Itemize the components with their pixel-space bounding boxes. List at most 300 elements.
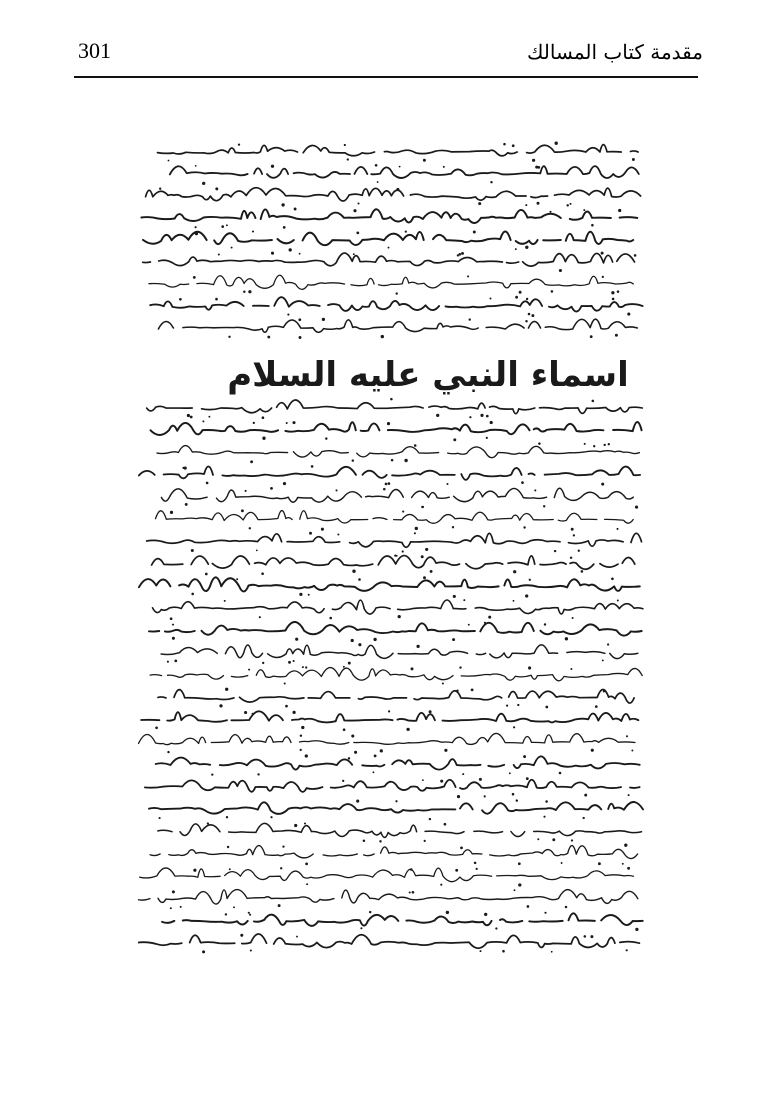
manuscript-dot: [519, 291, 522, 294]
manuscript-dot: [278, 904, 281, 907]
manuscript-dot: [573, 534, 575, 536]
manuscript-dot: [405, 231, 407, 233]
manuscript-dot: [486, 415, 489, 418]
manuscript-dot: [591, 749, 594, 752]
manuscript-dot: [191, 593, 194, 596]
manuscript-dot: [159, 817, 161, 819]
manuscript-dot: [302, 666, 304, 668]
manuscript-dot: [396, 555, 398, 557]
manuscript-dot: [584, 935, 587, 938]
manuscript-dot: [624, 844, 627, 847]
manuscript-dot: [429, 818, 431, 820]
manuscript-dot: [523, 755, 526, 758]
manuscript-dot: [352, 459, 354, 461]
manuscript-dot: [174, 660, 177, 663]
manuscript-dot: [388, 482, 391, 485]
manuscript-dot: [225, 688, 228, 691]
manuscript-dot: [190, 416, 193, 419]
manuscript-line: [162, 913, 643, 926]
manuscript-dot: [155, 726, 158, 729]
manuscript-dot: [495, 927, 497, 929]
manuscript-line: [161, 645, 638, 659]
manuscript-dot: [292, 421, 295, 424]
manuscript-dot: [322, 318, 325, 321]
manuscript-dot: [287, 314, 289, 316]
manuscript-dot: [300, 734, 302, 736]
manuscript-dot: [363, 840, 366, 843]
manuscript-dot: [424, 840, 426, 842]
manuscript-line: [139, 733, 636, 744]
manuscript-dot: [512, 793, 515, 796]
manuscript-dot: [270, 816, 272, 818]
manuscript-dot: [611, 577, 614, 580]
manuscript-dot: [444, 823, 447, 826]
manuscript-dot: [598, 862, 601, 865]
manuscript-dot: [353, 253, 355, 255]
manuscript-dot: [571, 839, 573, 841]
manuscript-dot: [503, 143, 506, 146]
manuscript-line: [145, 780, 640, 792]
manuscript-dot: [513, 726, 515, 728]
manuscript-dot: [422, 506, 424, 508]
manuscript-dot: [193, 276, 196, 279]
manuscript-dot: [410, 868, 413, 871]
manuscript-dot: [377, 181, 379, 183]
manuscript-dot: [202, 950, 205, 953]
manuscript-dot: [578, 550, 580, 552]
manuscript-dot: [369, 911, 371, 913]
manuscript-dot: [351, 639, 354, 642]
manuscript-dot: [581, 570, 584, 573]
manuscript-dot: [205, 573, 208, 576]
manuscript-dot: [262, 662, 264, 664]
manuscript-dot: [469, 416, 471, 418]
manuscript-dot: [224, 600, 226, 602]
manuscript-dot: [570, 557, 572, 559]
manuscript-dot: [627, 867, 630, 870]
manuscript-dot: [211, 773, 213, 775]
manuscript-dot: [406, 728, 409, 731]
manuscript-line: [158, 823, 642, 837]
manuscript-dot: [168, 160, 170, 162]
manuscript-dot: [603, 690, 605, 692]
manuscript-dot: [299, 336, 302, 339]
header-rule: [74, 76, 698, 78]
manuscript-dot: [231, 247, 233, 249]
manuscript-dot: [179, 298, 182, 301]
manuscript-dot: [601, 252, 604, 255]
manuscript-dot: [356, 800, 359, 803]
manuscript-line: [140, 868, 634, 882]
manuscript-dot: [412, 891, 415, 894]
manuscript-dot: [611, 291, 614, 294]
manuscript-dot: [207, 822, 209, 824]
manuscript-dot: [244, 711, 247, 714]
manuscript-dot: [358, 643, 361, 646]
manuscript-dot: [554, 550, 556, 552]
manuscript-dot: [525, 320, 527, 322]
manuscript-dot: [226, 224, 228, 226]
manuscript-dot: [375, 164, 378, 167]
manuscript-dot: [446, 911, 449, 914]
manuscript-dot: [372, 771, 374, 773]
manuscript-dot: [632, 158, 635, 161]
manuscript-dot: [305, 863, 308, 866]
manuscript-dot: [515, 296, 518, 299]
page-number: 301: [78, 38, 111, 63]
manuscript-dot: [604, 444, 606, 446]
manuscript-dot: [537, 202, 540, 205]
manuscript-dot: [385, 483, 388, 486]
manuscript-dot: [243, 290, 245, 292]
manuscript-dot: [526, 298, 528, 300]
manuscript-line: [156, 511, 634, 524]
manuscript-dot: [416, 645, 419, 648]
manuscript-dot: [628, 794, 630, 796]
manuscript-dot: [172, 624, 174, 626]
manuscript-line: [138, 577, 640, 591]
manuscript-dot: [440, 884, 442, 886]
manuscript-dot: [267, 336, 270, 339]
manuscript-dot: [512, 144, 515, 147]
manuscript-dot: [484, 622, 486, 624]
manuscript-dot: [528, 313, 531, 316]
manuscript-dot: [543, 505, 545, 507]
manuscript-dot: [572, 617, 574, 619]
manuscript-dot: [584, 794, 587, 797]
manuscript-dot: [360, 927, 362, 929]
manuscript-dot: [306, 883, 308, 885]
manuscript-dot: [484, 913, 487, 916]
manuscript-dot: [300, 749, 302, 751]
manuscript-dot: [626, 949, 628, 951]
manuscript-dot: [249, 527, 251, 529]
manuscript-dot: [206, 482, 209, 485]
manuscript-line: [147, 533, 642, 547]
manuscript-dot: [618, 209, 621, 212]
manuscript-dot: [411, 667, 414, 670]
manuscript-dot: [601, 483, 604, 486]
manuscript-line: [153, 600, 643, 614]
manuscript-dot: [537, 166, 540, 169]
manuscript-dot: [455, 869, 458, 872]
manuscript-dot: [591, 224, 594, 227]
manuscript-dot: [529, 579, 531, 581]
manuscript-dot: [607, 643, 609, 645]
manuscript-dot: [569, 203, 571, 205]
manuscript-dot: [229, 868, 231, 870]
manuscript-dot: [549, 211, 551, 213]
manuscript-dot: [514, 889, 516, 891]
running-title: مقدمة كتاب المسالك: [526, 40, 703, 64]
manuscript-line: [150, 297, 642, 311]
manuscript-dot: [261, 572, 264, 575]
manuscript-dot: [584, 443, 586, 445]
manuscript-dot: [373, 638, 376, 641]
manuscript-dot: [528, 666, 531, 669]
manuscript-dot: [462, 773, 464, 775]
manuscript-dot: [337, 534, 339, 536]
manuscript-dot: [561, 862, 563, 864]
manuscript-dot: [256, 549, 258, 551]
manuscript-dot: [344, 144, 346, 146]
manuscript-dot: [537, 838, 539, 840]
manuscript-heading: اسماء النبي عليه السلام: [227, 355, 629, 395]
manuscript-dot: [252, 230, 254, 232]
manuscript-dot: [172, 637, 175, 640]
manuscript-dot: [357, 202, 359, 204]
manuscript-dot: [285, 705, 288, 708]
manuscript-dot: [531, 314, 534, 317]
manuscript-dot: [566, 204, 568, 206]
manuscript-dot: [284, 682, 286, 684]
manuscript-dot: [398, 615, 401, 618]
manuscript-dot: [617, 600, 619, 602]
manuscript-dot: [293, 660, 295, 662]
manuscript-dot: [387, 422, 390, 425]
manuscript-dot: [298, 318, 301, 321]
manuscript-dot: [422, 779, 424, 781]
manuscript-dot: [253, 422, 255, 424]
manuscript-dot: [452, 526, 454, 528]
manuscript-dot: [612, 298, 615, 301]
manuscript-dot: [356, 232, 359, 235]
manuscript-dot: [348, 757, 350, 759]
manuscript-dot: [616, 528, 618, 530]
manuscript-dot: [570, 668, 572, 670]
manuscript-dot: [286, 422, 288, 424]
manuscript-dot: [388, 710, 390, 712]
manuscript-dot: [532, 159, 535, 162]
manuscript-dot: [453, 595, 456, 598]
manuscript-dot: [187, 414, 190, 417]
manuscript-dot: [379, 840, 381, 842]
manuscript-dot: [552, 838, 555, 841]
manuscript-dot: [282, 845, 284, 847]
manuscript-dot: [593, 445, 595, 447]
manuscript-dot: [442, 682, 444, 684]
manuscript-dot: [421, 555, 424, 558]
manuscript-dot: [347, 158, 349, 160]
manuscript-dot: [390, 398, 393, 401]
manuscript-line: [158, 145, 639, 156]
manuscript-dot: [271, 252, 274, 255]
manuscript-dot: [233, 906, 235, 908]
manuscript-dot: [159, 188, 161, 190]
manuscript-dot: [271, 165, 274, 168]
manuscript-dot: [202, 420, 204, 422]
manuscript-dot: [425, 548, 428, 551]
manuscript-line: [147, 400, 643, 414]
manuscript-dot: [480, 414, 483, 417]
manuscript-dot: [471, 689, 474, 692]
manuscript-dot: [440, 780, 443, 783]
manuscript-dot: [635, 928, 638, 931]
manuscript-dot: [463, 599, 465, 601]
manuscript-dot: [423, 576, 426, 579]
manuscript-dot: [513, 570, 516, 573]
manuscript-dot: [490, 421, 493, 424]
manuscript-dot: [456, 690, 458, 692]
manuscript-dot: [170, 907, 172, 909]
manuscript-line: [158, 689, 634, 703]
manuscript-dot: [308, 594, 310, 596]
manuscript-dot: [513, 600, 515, 602]
manuscript-dot: [280, 867, 282, 869]
manuscript-dot: [215, 187, 218, 190]
manuscript-dot: [343, 666, 345, 668]
manuscript-line: [139, 231, 633, 245]
manuscript-dot: [270, 487, 273, 490]
manuscript-dot: [167, 661, 169, 663]
manuscript-dot: [191, 549, 194, 552]
manuscript-dot: [215, 298, 218, 301]
manuscript-dot: [635, 506, 638, 509]
manuscript-line: [149, 622, 642, 636]
manuscript-dot: [444, 749, 447, 752]
manuscript-dot: [172, 890, 175, 893]
manuscript-dot: [559, 772, 562, 775]
manuscript-dot: [525, 246, 528, 249]
manuscript-dot: [257, 773, 259, 775]
manuscript-line: [149, 802, 643, 814]
manuscript-dot: [304, 822, 306, 824]
manuscript-dot: [436, 414, 439, 417]
manuscript-dot: [429, 710, 432, 713]
manuscript-dot: [538, 442, 541, 445]
manuscript-line: [151, 422, 642, 435]
manuscript-dot: [202, 182, 205, 185]
manuscript-dot: [474, 862, 477, 865]
manuscript-dot: [565, 637, 568, 640]
manuscript-dot: [534, 489, 536, 491]
manuscript-dot: [527, 905, 530, 908]
manuscript-dot: [479, 778, 482, 781]
manuscript-dot: [241, 509, 244, 512]
manuscript-dot: [399, 166, 401, 168]
manuscript-dot: [305, 754, 308, 757]
manuscript-dot: [506, 705, 508, 707]
manuscript-line: [156, 756, 640, 769]
manuscript-dot: [292, 711, 295, 714]
manuscript-dot: [583, 209, 585, 211]
manuscript-dot: [490, 181, 492, 183]
manuscript-dot: [590, 335, 593, 338]
manuscript-dot: [262, 416, 265, 419]
manuscript-dot: [571, 528, 574, 531]
manuscript-dot: [248, 669, 250, 671]
manuscript-dot: [348, 662, 351, 665]
manuscript-dot: [457, 795, 460, 798]
manuscript-dot: [396, 188, 399, 191]
manuscript-dot: [544, 912, 546, 914]
manuscript-dot: [227, 846, 229, 848]
manuscript-line: [163, 166, 639, 178]
manuscript-dot: [381, 335, 384, 338]
manuscript-line: [138, 890, 638, 904]
manuscript-dot: [402, 511, 404, 513]
manuscript-dot: [626, 735, 628, 737]
manuscript-dot: [396, 292, 398, 294]
manuscript-dot: [383, 488, 386, 491]
manuscript-dot: [415, 527, 418, 530]
manuscript-dot: [374, 754, 377, 757]
manuscript-dot: [617, 290, 620, 293]
manuscript-dot: [321, 528, 324, 531]
manuscript-dot: [240, 934, 243, 937]
manuscript-dot: [309, 532, 312, 535]
manuscript-dot: [590, 935, 593, 938]
manuscript-dot: [281, 203, 284, 206]
manuscript-dot: [228, 336, 230, 338]
manuscript-dot: [525, 594, 528, 597]
manuscript-dot: [480, 950, 482, 952]
manuscript-dot: [602, 659, 604, 661]
manuscript-dot: [459, 666, 461, 668]
manuscript-dot: [592, 400, 595, 403]
manuscript-line: [152, 556, 635, 570]
manuscript-dot: [184, 467, 187, 470]
manuscript-dot: [294, 208, 297, 211]
manuscript-dot: [488, 616, 491, 619]
manuscript-dot: [627, 313, 630, 316]
manuscript-dot: [622, 863, 624, 865]
manuscript-dot: [325, 437, 327, 439]
manuscript-line: [149, 275, 633, 289]
manuscript-dot: [521, 481, 524, 484]
manuscript-dot: [283, 226, 286, 229]
manuscript-line: [138, 188, 640, 201]
manuscript-dot: [559, 269, 562, 272]
manuscript-dot: [525, 204, 527, 206]
manuscript-dot: [486, 437, 488, 439]
manuscript-dot: [296, 936, 298, 938]
manuscript-dot: [608, 443, 610, 445]
manuscript-dot: [354, 751, 357, 754]
manuscript-dot: [305, 666, 307, 668]
manuscript-dot: [358, 578, 361, 581]
manuscript-dot: [185, 503, 188, 506]
manuscript-dot: [583, 817, 585, 819]
manuscript-line: [143, 253, 635, 266]
manuscript-dot: [288, 661, 291, 664]
manuscript-dot: [484, 795, 486, 797]
manuscript-dot: [225, 913, 227, 915]
manuscript-dot: [294, 824, 297, 827]
manuscript-dot: [473, 231, 476, 234]
manuscript-dot: [468, 624, 470, 626]
manuscript-dot: [518, 862, 521, 865]
manuscript-dot: [195, 232, 198, 235]
manuscript-dot: [218, 253, 220, 255]
manuscript-dot: [409, 891, 411, 893]
manuscript-dot: [555, 142, 558, 145]
manuscript-dot: [602, 276, 604, 278]
manuscript-dot: [467, 275, 469, 277]
manuscript-dot: [238, 143, 240, 145]
manuscript-dot: [517, 704, 519, 706]
manuscript-dot: [283, 482, 286, 485]
manuscript-dot: [595, 705, 598, 708]
manuscript-dot: [353, 209, 356, 212]
manuscript-dot: [252, 713, 254, 715]
manuscript-dot: [236, 578, 238, 580]
manuscript-dot: [414, 444, 417, 447]
manuscript-dot: [180, 906, 182, 908]
manuscript-dot: [460, 847, 463, 850]
manuscript-dot: [391, 459, 394, 462]
manuscript-dot: [208, 416, 210, 418]
